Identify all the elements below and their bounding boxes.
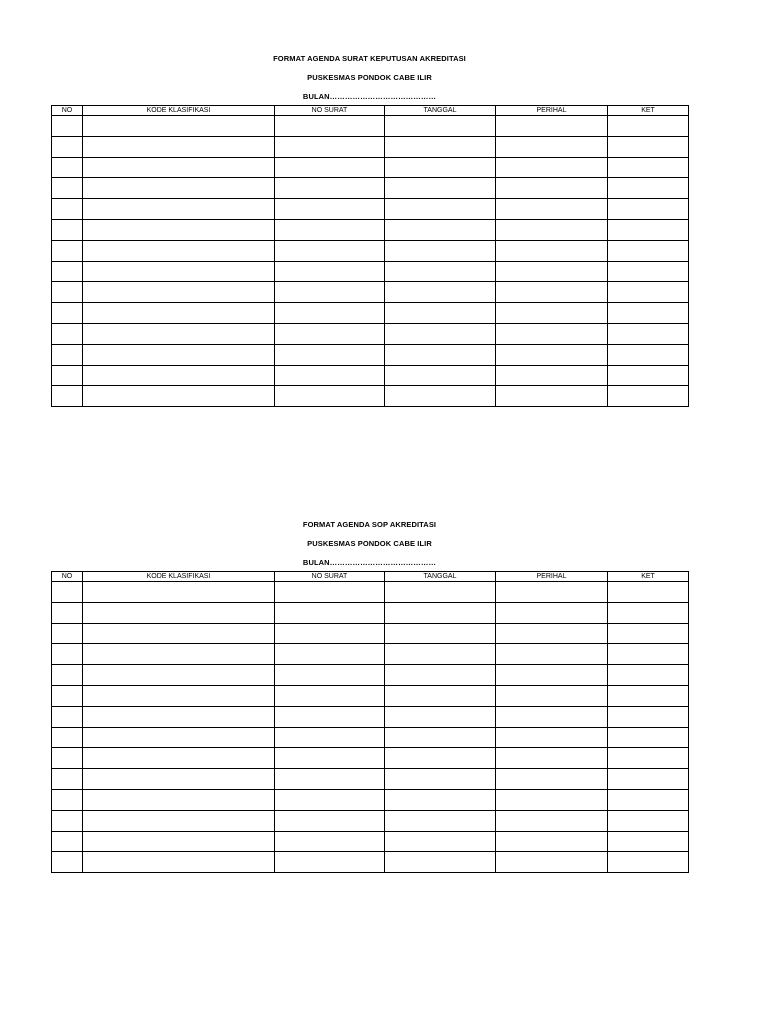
cell-kode-klasifikasi	[83, 116, 275, 137]
cell-ket	[608, 199, 689, 220]
cell-no-surat	[275, 810, 385, 831]
table-row	[52, 852, 689, 873]
cell-perihal	[496, 665, 608, 686]
cell-tanggal	[385, 136, 496, 157]
cell-no	[52, 831, 83, 852]
cell-no-surat	[275, 219, 385, 240]
column-header-no: NO	[52, 572, 83, 582]
cell-no	[52, 602, 83, 623]
cell-perihal	[496, 219, 608, 240]
cell-tanggal	[385, 748, 496, 769]
table-row	[52, 810, 689, 831]
cell-tanggal	[385, 386, 496, 407]
cell-no-surat	[275, 665, 385, 686]
cell-tanggal	[385, 282, 496, 303]
cell-no	[52, 665, 83, 686]
cell-kode-klasifikasi	[83, 582, 275, 603]
cell-no-surat	[275, 623, 385, 644]
cell-no	[52, 157, 83, 178]
cell-no-surat	[275, 706, 385, 727]
cell-kode-klasifikasi	[83, 365, 275, 386]
cell-ket	[608, 706, 689, 727]
cell-ket	[608, 789, 689, 810]
cell-ket	[608, 769, 689, 790]
cell-tanggal	[385, 852, 496, 873]
cell-tanggal	[385, 199, 496, 220]
cell-ket	[608, 282, 689, 303]
column-header-ket: KET	[608, 106, 689, 116]
cell-ket	[608, 219, 689, 240]
cell-perihal	[496, 582, 608, 603]
form-title: FORMAT AGENDA SOP AKREDITASI	[302, 520, 437, 529]
cell-ket	[608, 810, 689, 831]
cell-ket	[608, 240, 689, 261]
table-header-row	[52, 572, 689, 582]
cell-no	[52, 199, 83, 220]
cell-kode-klasifikasi	[83, 219, 275, 240]
cell-no	[52, 810, 83, 831]
table-row	[52, 582, 689, 603]
month-label: BULAN……………………………………	[302, 92, 437, 101]
cell-ket	[608, 344, 689, 365]
cell-ket	[608, 157, 689, 178]
cell-ket	[608, 303, 689, 324]
table-row	[52, 706, 689, 727]
column-header-perihal: PERIHAL	[496, 106, 608, 116]
cell-kode-klasifikasi	[83, 623, 275, 644]
cell-no	[52, 706, 83, 727]
cell-no-surat	[275, 199, 385, 220]
cell-perihal	[496, 323, 608, 344]
cell-perihal	[496, 727, 608, 748]
cell-no-surat	[275, 769, 385, 790]
column-header-no-surat: NO SURAT	[275, 572, 385, 582]
cell-perihal	[496, 365, 608, 386]
cell-no-surat	[275, 261, 385, 282]
cell-kode-klasifikasi	[83, 602, 275, 623]
institution-name: PUSKESMAS PONDOK CABE ILIR	[307, 539, 432, 548]
cell-kode-klasifikasi	[83, 199, 275, 220]
cell-kode-klasifikasi	[83, 810, 275, 831]
cell-no	[52, 240, 83, 261]
table-row	[52, 623, 689, 644]
cell-tanggal	[385, 582, 496, 603]
cell-no-surat	[275, 386, 385, 407]
cell-tanggal	[385, 810, 496, 831]
cell-no	[52, 261, 83, 282]
cell-kode-klasifikasi	[83, 157, 275, 178]
table-row	[52, 769, 689, 790]
cell-tanggal	[385, 727, 496, 748]
cell-no-surat	[275, 582, 385, 603]
cell-no-surat	[275, 157, 385, 178]
column-header-ket: KET	[608, 572, 689, 582]
cell-tanggal	[385, 706, 496, 727]
cell-tanggal	[385, 323, 496, 344]
cell-tanggal	[385, 789, 496, 810]
cell-kode-klasifikasi	[83, 831, 275, 852]
cell-no-surat	[275, 282, 385, 303]
cell-no	[52, 365, 83, 386]
cell-perihal	[496, 789, 608, 810]
cell-no-surat	[275, 602, 385, 623]
cell-ket	[608, 602, 689, 623]
cell-ket	[608, 685, 689, 706]
cell-no	[52, 623, 83, 644]
cell-tanggal	[385, 769, 496, 790]
table-row	[52, 365, 689, 386]
table-row	[52, 136, 689, 157]
form-section-sk	[51, 54, 688, 407]
table-row	[52, 240, 689, 261]
cell-kode-klasifikasi	[83, 386, 275, 407]
cell-kode-klasifikasi	[83, 748, 275, 769]
cell-no-surat	[275, 116, 385, 137]
cell-no	[52, 852, 83, 873]
cell-no	[52, 644, 83, 665]
cell-kode-klasifikasi	[83, 644, 275, 665]
cell-tanggal	[385, 602, 496, 623]
cell-tanggal	[385, 831, 496, 852]
agenda-table	[51, 571, 689, 873]
column-header-tanggal: TANGGAL	[385, 572, 496, 582]
cell-perihal	[496, 748, 608, 769]
cell-no-surat	[275, 240, 385, 261]
cell-kode-klasifikasi	[83, 282, 275, 303]
cell-perihal	[496, 303, 608, 324]
cell-perihal	[496, 644, 608, 665]
cell-kode-klasifikasi	[83, 852, 275, 873]
cell-perihal	[496, 810, 608, 831]
cell-kode-klasifikasi	[83, 727, 275, 748]
cell-no	[52, 727, 83, 748]
cell-perihal	[496, 344, 608, 365]
cell-tanggal	[385, 303, 496, 324]
cell-tanggal	[385, 219, 496, 240]
column-header-no: NO	[52, 106, 83, 116]
table-row	[52, 727, 689, 748]
form-section-sop	[51, 520, 688, 873]
cell-ket	[608, 665, 689, 686]
cell-no	[52, 282, 83, 303]
cell-perihal	[496, 261, 608, 282]
cell-no	[52, 178, 83, 199]
table-row	[52, 831, 689, 852]
cell-no	[52, 748, 83, 769]
table-row	[52, 386, 689, 407]
table-row	[52, 178, 689, 199]
cell-tanggal	[385, 116, 496, 137]
cell-kode-klasifikasi	[83, 685, 275, 706]
cell-tanggal	[385, 623, 496, 644]
cell-kode-klasifikasi	[83, 344, 275, 365]
table-row	[52, 748, 689, 769]
cell-no-surat	[275, 644, 385, 665]
cell-no-surat	[275, 727, 385, 748]
cell-no-surat	[275, 303, 385, 324]
cell-kode-klasifikasi	[83, 261, 275, 282]
cell-perihal	[496, 685, 608, 706]
institution-name: PUSKESMAS PONDOK CABE ILIR	[307, 73, 432, 82]
table-row	[52, 789, 689, 810]
cell-ket	[608, 831, 689, 852]
cell-kode-klasifikasi	[83, 240, 275, 261]
table-row	[52, 323, 689, 344]
cell-perihal	[496, 199, 608, 220]
cell-no	[52, 116, 83, 137]
cell-no	[52, 685, 83, 706]
cell-no	[52, 789, 83, 810]
table-row	[52, 303, 689, 324]
cell-ket	[608, 178, 689, 199]
table-row	[52, 344, 689, 365]
cell-ket	[608, 852, 689, 873]
table-row	[52, 644, 689, 665]
cell-ket	[608, 644, 689, 665]
cell-no-surat	[275, 136, 385, 157]
cell-kode-klasifikasi	[83, 178, 275, 199]
cell-kode-klasifikasi	[83, 789, 275, 810]
cell-perihal	[496, 602, 608, 623]
table-row	[52, 219, 689, 240]
cell-perihal	[496, 769, 608, 790]
cell-tanggal	[385, 365, 496, 386]
cell-perihal	[496, 116, 608, 137]
cell-no	[52, 769, 83, 790]
cell-tanggal	[385, 644, 496, 665]
table-row	[52, 282, 689, 303]
form-title: FORMAT AGENDA SURAT KEPUTUSAN AKREDITASI	[273, 54, 466, 63]
cell-no-surat	[275, 178, 385, 199]
cell-no	[52, 323, 83, 344]
column-header-kode-klasifikasi: KODE KLASIFIKASI	[83, 106, 275, 116]
cell-perihal	[496, 623, 608, 644]
cell-no	[52, 344, 83, 365]
cell-kode-klasifikasi	[83, 136, 275, 157]
cell-ket	[608, 727, 689, 748]
cell-no	[52, 582, 83, 603]
table-row	[52, 157, 689, 178]
cell-no-surat	[275, 365, 385, 386]
cell-kode-klasifikasi	[83, 303, 275, 324]
cell-no-surat	[275, 748, 385, 769]
cell-ket	[608, 748, 689, 769]
cell-ket	[608, 386, 689, 407]
cell-no-surat	[275, 831, 385, 852]
cell-ket	[608, 582, 689, 603]
table-row	[52, 199, 689, 220]
agenda-table	[51, 105, 689, 407]
cell-ket	[608, 365, 689, 386]
cell-perihal	[496, 386, 608, 407]
cell-no	[52, 219, 83, 240]
column-header-tanggal: TANGGAL	[385, 106, 496, 116]
cell-no-surat	[275, 344, 385, 365]
table-row	[52, 261, 689, 282]
table-row	[52, 602, 689, 623]
cell-tanggal	[385, 344, 496, 365]
cell-perihal	[496, 831, 608, 852]
cell-tanggal	[385, 665, 496, 686]
column-header-no-surat: NO SURAT	[275, 106, 385, 116]
table-header-row	[52, 106, 689, 116]
cell-kode-klasifikasi	[83, 769, 275, 790]
cell-ket	[608, 323, 689, 344]
cell-ket	[608, 116, 689, 137]
cell-kode-klasifikasi	[83, 706, 275, 727]
cell-perihal	[496, 178, 608, 199]
cell-perihal	[496, 136, 608, 157]
column-header-kode-klasifikasi: KODE KLASIFIKASI	[83, 572, 275, 582]
cell-no	[52, 136, 83, 157]
month-label: BULAN……………………………………	[302, 558, 437, 567]
cell-ket	[608, 261, 689, 282]
cell-ket	[608, 136, 689, 157]
cell-tanggal	[385, 157, 496, 178]
cell-no	[52, 303, 83, 324]
cell-no-surat	[275, 789, 385, 810]
table-row	[52, 116, 689, 137]
cell-ket	[608, 623, 689, 644]
cell-no-surat	[275, 685, 385, 706]
cell-no	[52, 386, 83, 407]
cell-perihal	[496, 282, 608, 303]
cell-perihal	[496, 240, 608, 261]
cell-tanggal	[385, 685, 496, 706]
column-header-perihal: PERIHAL	[496, 572, 608, 582]
cell-perihal	[496, 852, 608, 873]
cell-perihal	[496, 706, 608, 727]
cell-tanggal	[385, 178, 496, 199]
table-row	[52, 685, 689, 706]
cell-kode-klasifikasi	[83, 323, 275, 344]
cell-no-surat	[275, 852, 385, 873]
cell-kode-klasifikasi	[83, 665, 275, 686]
cell-no-surat	[275, 323, 385, 344]
cell-tanggal	[385, 240, 496, 261]
cell-perihal	[496, 157, 608, 178]
table-row	[52, 665, 689, 686]
cell-tanggal	[385, 261, 496, 282]
